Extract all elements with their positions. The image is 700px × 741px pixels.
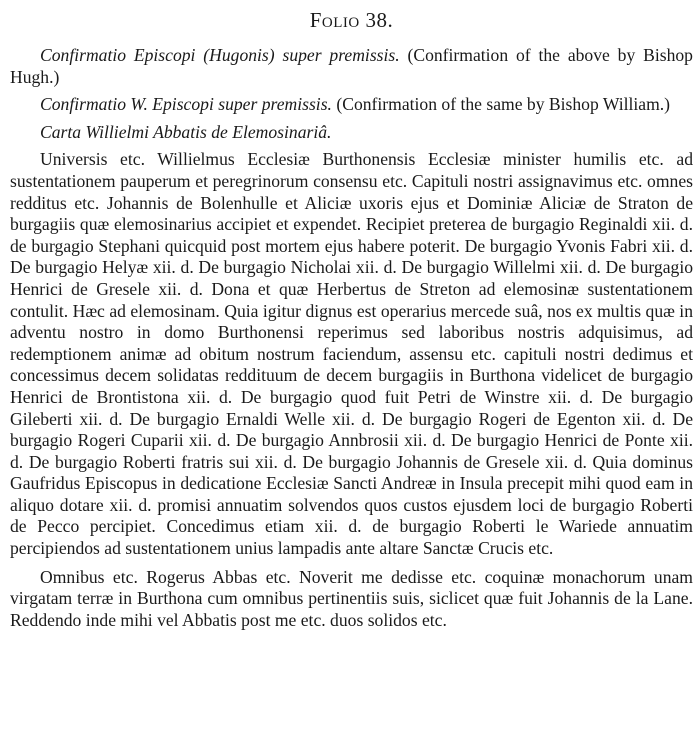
confirmation-entry-hugh xyxy=(10,45,693,88)
grant-paragraph: Omnibus etc. Rogerus Abbas etc. Noverit me dedisse etc. coquinæ monachorum unam virgatam terræ in Burthona cum omnibus pertinentiis suis, siclicet quæ fuit Johannis de la Lane. Reddendo inde mihi vel Abbatis post me etc. duos solidos etc. xyxy=(10,566,693,630)
english-gloss: (Confirmation of the above by Bishop Hugh.) xyxy=(10,45,693,87)
document-page xyxy=(10,8,693,638)
english-gloss: (Confirmation of the same by Bishop William.) xyxy=(331,94,671,115)
charter-body-paragraph: Universis etc. Willielmus Ecclesiæ Burthonensis Ecclesiæ minister humilis etc. ad sustentationem pauperum et peregrinorum consensu etc. Capituli nostri assignavimus etc. omnes redditus etc. Johannis de Bolenhulle et Aliciæ uxoris ejus et Dominiæ Aliciæ de Straton de burgagiis quæ elemosinarius accipiet et expendet. Recipiet preterea de burgagio Reginaldi xii. d. de burgagio Stephani quicquid post mortem ejus habere poterit. De burgagio Yvonis Fabri xii. d. De burgagio Helyæ xii. d. De burgagio Nicholai xii. d. De burgagio Willelmi xii. d. De burgagio Henrici de Gresele xii. d. Dona et quæ Herbertus de Streton ad elemosinæ sustentationem contulit. Hæc ad elemosinam. Quia igitur dignus est operarius mercede suâ, nos ex multis quæ in adventu nostro in domo Burthonensi reperimus sed laboribus nostris adquisimus, ad redemptionem animæ ad obitum nostrum faciendum, assensu etc. capituli nostri dedimus et concessimus decem solidatas reddituum de decem burgagiis in Burthona videlicet de burgagio Henrici de Brontistona xii. d. De burgagio quod fuit Petri de Winstre xii. d. De burgagio Gileberti xii. d. De burgagio Ernaldi Welle xii. d. De burgagio Rogeri de Egenton xii. d. De burgagio Rogeri Cuparii xii. d. De burgagio Annbrosii xii. d. De burgagio Henrici de Ponte xii. d. De burgagio Roberti fratris sui xii. d. De burgagio Johannis de Gresele xii. d. Quia dominus Gaufridus Episcopus in dedicatione Ecclesiæ Sancti Andreæ in Insula precepit mihi quod eam in aliquo dotare xii. d. promisi annuatim solvendos quos custos ejusdem loci de burgagio Roberti de Pecco percipiet. Concedimus etiam xii. d. de burgagio Roberti le Wariede annuatim percipiendos ad sustentationem unius lampadis ante altare Sanctæ Crucis etc. xyxy=(10,149,693,559)
folio-heading: Folio 38. xyxy=(309,8,394,32)
latin-title: Confirmatio W. Episcopi super premissis. xyxy=(40,94,332,115)
confirmation-entry-william xyxy=(10,94,693,116)
charter-title: Carta Willielmi Abbatis de Elemosinariâ. xyxy=(40,121,332,142)
latin-title: Confirmatio Episcopi (Hugonis) super premissis. xyxy=(40,45,400,65)
